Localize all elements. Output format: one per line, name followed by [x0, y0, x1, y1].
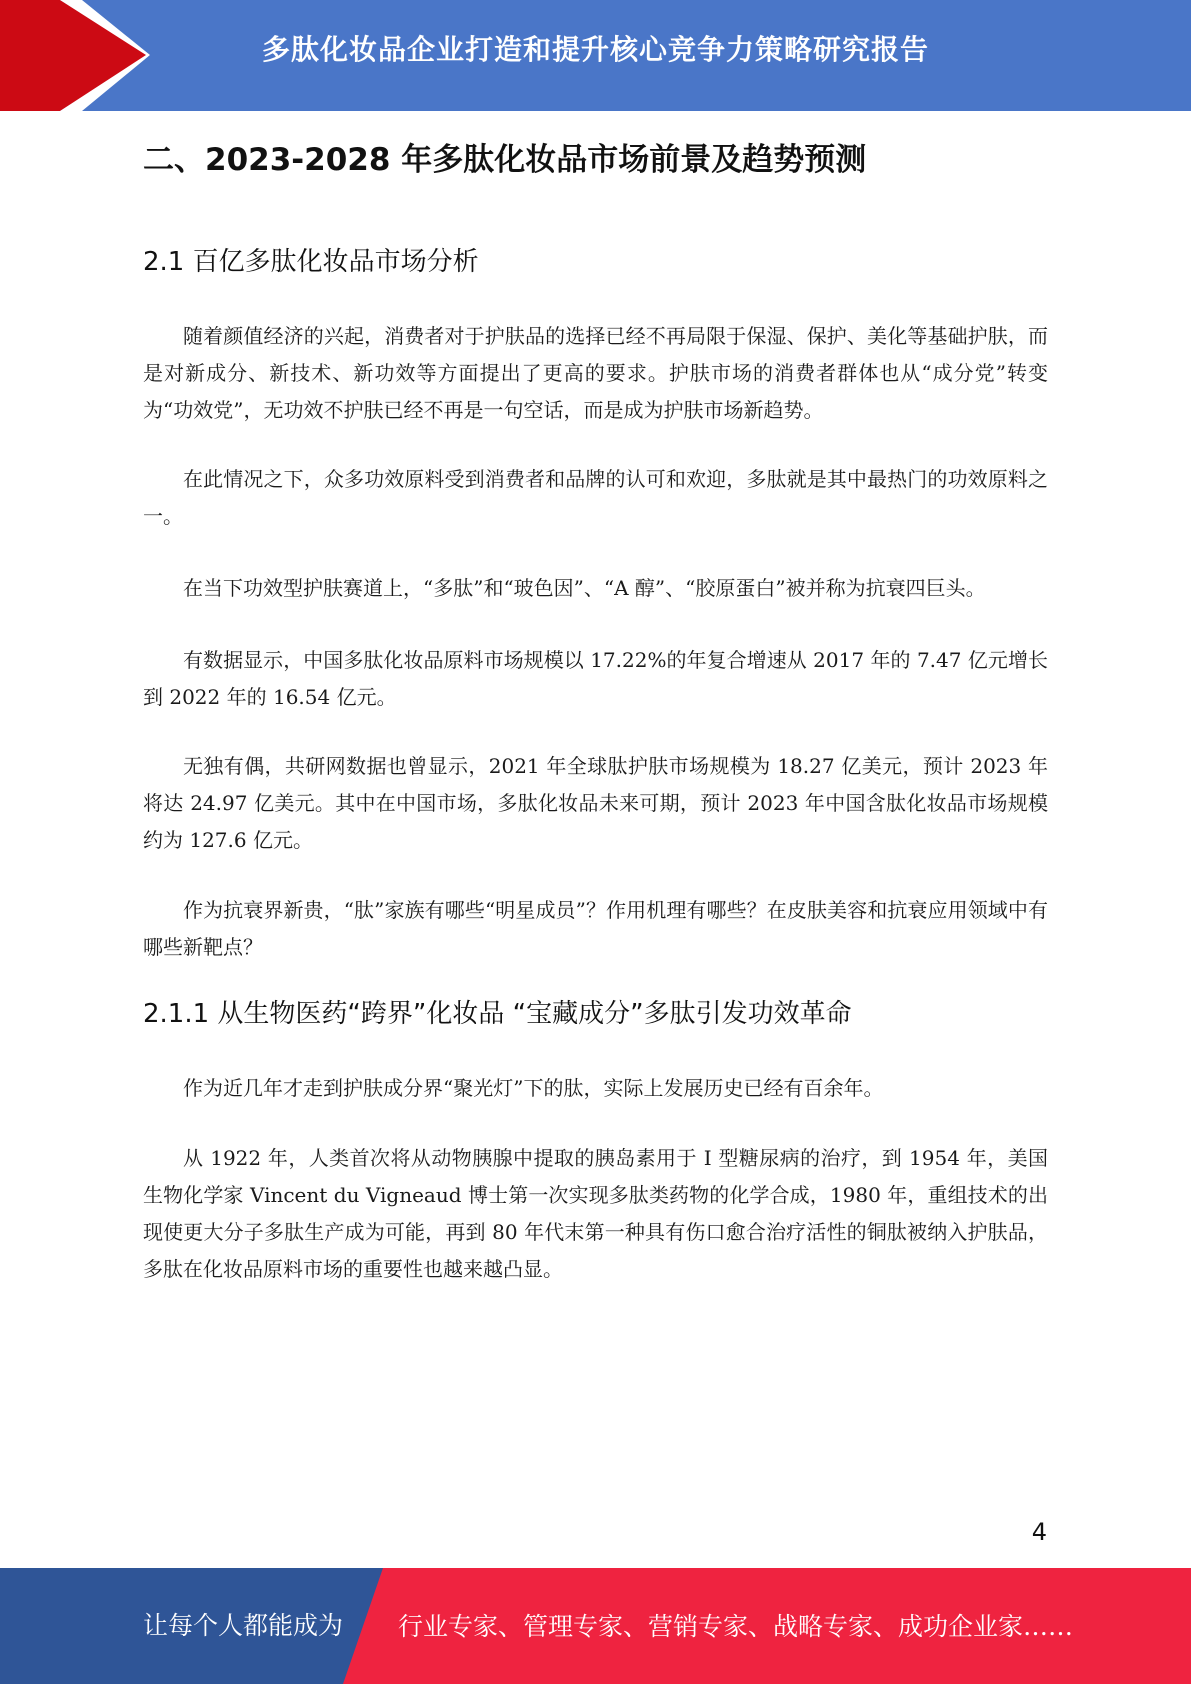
header-chevron-graphic: [0, 0, 160, 111]
footer-band: [0, 1568, 1191, 1684]
subsection-heading-2-1: 2.1 百亿多肽化妆品市场分析: [143, 247, 479, 277]
header-band: [0, 0, 1191, 111]
footer-slogan-right: 行业专家、管理专家、营销专家、战略专家、成功企业家……: [398, 1612, 1074, 1641]
subsection-heading-2-1-1: 2.1.1 从生物医药“跨界”化妆品 “宝藏成分”多肽引发功效革命: [143, 999, 852, 1029]
paragraph: 作为近几年才走到护肤成分界“聚光灯”下的肽，实际上发展历史已经有百余年。: [183, 1076, 884, 1100]
paragraph: 在当下功效型护肤赛道上，“多肽”和“玻色因”、“A 醇”、“胶原蛋白”被并称为抗衰四巨头。: [183, 576, 986, 600]
paragraph: 从 1922 年，人类首次将从动物胰腺中提取的胰岛素用于 I 型糖尿病的治疗，到 1954 年，美国生物化学家 Vincent du Vigneaud 博士第一次实现多肽类药物的化学合成，1980 年，重组技术的出现使更大分子多肽生产成为可能，再到 80 年代末第一种具有伤口愈合治疗活性的铜肽被纳入护肤品，多肽在化妆品原料市场的重要性也越来越凸显。: [143, 1146, 1048, 1281]
paragraph: 随着颜值经济的兴起，消费者对于护肤品的选择已经不再局限于保湿、保护、美化等基础护肤，而是对新成分、新技术、新功效等方面提出了更高的要求。护肤市场的消费者群体也从“成分党”转变为“功效党”，无功效不护肤已经不再是一句空话，而是成为护肤市场新趋势。: [143, 324, 1048, 422]
paragraph: 无独有偶，共研网数据也曾显示，2021 年全球肽护肤市场规模为 18.27 亿美元，预计 2023 年将达 24.97 亿美元。其中在中国市场，多肽化妆品未来可期，预计 2023 年中国含肽化妆品市场规模约为 127.6 亿元。: [143, 754, 1048, 852]
paragraph: 在此情况之下，众多功效原料受到消费者和品牌的认可和欢迎，多肽就是其中最热门的功效原料之一。: [143, 467, 1048, 528]
paragraph: 作为抗衰界新贵，“肽”家族有哪些“明星成员”？作用机理有哪些？在皮肤美容和抗衰应用领域中有哪些新靶点？: [143, 898, 1048, 959]
section-heading: 二、2023-2028 年多肽化妆品市场前景及趋势预测: [143, 142, 867, 178]
footer-slogan-left: 让每个人都能成为: [143, 1611, 344, 1640]
paragraph: 有数据显示，中国多肽化妆品原料市场规模以 17.22%的年复合增速从 2017 年的 7.47 亿元增长到 2022 年的 16.54 亿元。: [143, 648, 1048, 709]
report-title: 多肽化妆品企业打造和提升核心竞争力策略研究报告: [262, 33, 930, 66]
page-number: 4: [1031, 1518, 1047, 1546]
